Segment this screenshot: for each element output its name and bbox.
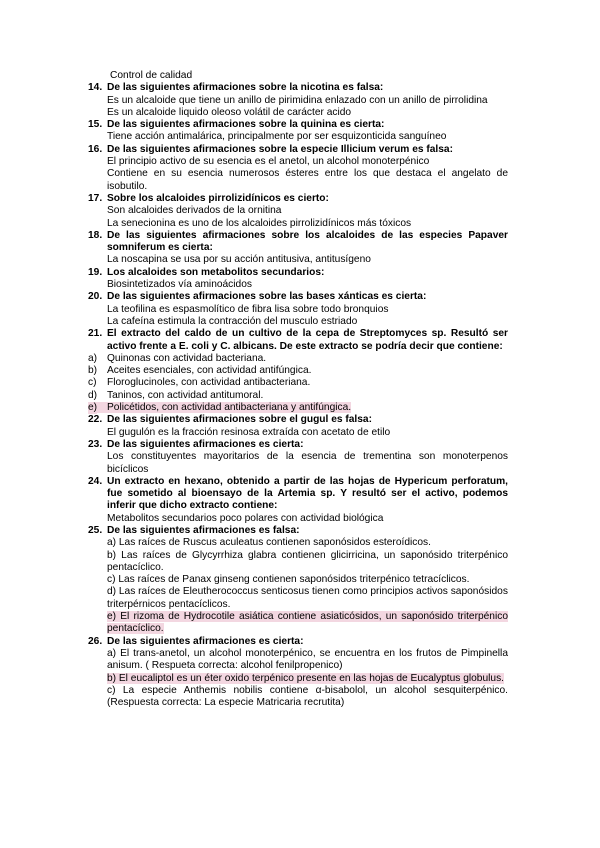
highlighted-answer: b) El eucaliptol es un éter oxido terpénico presente en las hojas de Eucalyptus globulus. [107, 672, 504, 684]
document-page [0, 70, 600, 709]
answer-line: Son alcaloides derivados de la ornitina [107, 205, 282, 217]
answer-line: El gugulón es la fracción resinosa extraída con acetato de etilo [107, 426, 391, 438]
answer-line: c) Las raíces de Panax ginseng contienen saponósidos triterpénico tetracíclicos. [107, 574, 470, 586]
answer-line: El principio activo de su esencia es el anetol, un alcohol monoterpénico [107, 156, 430, 168]
answer-line: La cafeína estimula la contracción del musculo estriado [107, 315, 358, 327]
option-a: a) Quinonas con actividad bacteriana. [88, 352, 267, 364]
question-17: 17. Sobre los alcaloides pirrolizidínicos es cierto: [88, 192, 329, 204]
question-24: 24. Un extracto en hexano, obtenido a partir de las hojas de Hypericum perforatum, fue sometido al bioensayo de la Artemia sp. Y resultó ser el activo, podemos inferir que dicho extracto contiene: [88, 475, 508, 512]
answer-line: Es un alcaloide liquido oleoso volátil de carácter acido [107, 106, 352, 118]
question-16: 16. De las siguientes afirmaciones sobre la especie Illicium verum es falsa: [88, 143, 453, 155]
option-c: c) Floroglucinoles, con actividad antibacteriana. [88, 377, 311, 389]
highlighted-answer: e) El rizoma de Hydrocotile asiática contiene asiaticósidos, un saponósido triterpénico pentacíclico. [107, 611, 508, 635]
answer-line: La teofilina es espasmolítico de fibra lisa sobre todo bronquios [107, 303, 389, 315]
answer-line: a) Las raíces de Ruscus aculeatus contienen saponósidos esteroídicos. [107, 537, 431, 549]
answer-line: Metabolitos secundarios poco polares con actividad biológica [107, 512, 384, 524]
answer-line: Los constituyentes mayoritarios de la esencia de trementina son monoterpenos bicíclicos [107, 451, 508, 475]
answer-line: Contiene en su esencia numerosos ésteres entre los que destaca el angelato de isobutilo. [107, 168, 508, 192]
option-e-highlighted: e) Policétidos, con actividad antibacteriana y antifúngica. [88, 402, 352, 414]
answer-line: b) Las raíces de Glycyrrhiza glabra contienen glicirricina, un saponósido triterpénico pentacíclico. [107, 549, 508, 573]
answer-line: La senecionina es uno de los alcaloides pirrolizidínicos más tóxicos [107, 217, 412, 229]
answer-line: Es un alcaloide que tiene un anillo de pirimidina enlazado con un anillo de pirrolidina [107, 94, 488, 106]
section-heading: Control de calidad [110, 70, 193, 81]
question-22: 22. De las siguientes afirmaciones sobre el gugul es falsa: [88, 414, 372, 426]
answer-line: a) El trans-anetol, un alcohol monoterpénico, se encuentra en los frutos de Pimpinella anisum. ( Respueta correcta: alcohol fenilpropenico) [107, 647, 508, 672]
question-15: 15. De las siguientes afirmaciones sobre la quinina es cierta: [88, 119, 385, 131]
question-14: 14. De las siguientes afirmaciones sobre la nicotina es falsa: [88, 82, 384, 94]
question-26: 26. De las siguientes afirmaciones es cierta: [88, 635, 304, 647]
question-20: 20. De las siguientes afirmaciones sobre las bases xánticas es cierta: [88, 291, 427, 303]
answer-line: La noscapina se usa por su acción antitusiva, antitusígeno [107, 254, 371, 266]
question-18: 18. De las siguientes afirmaciones sobre los alcaloides de las especies Papaver somniferum es cierta: [88, 229, 508, 254]
question-21: 21. El extracto del caldo de un cultivo de la cepa de Streptomyces sp. Resultó ser activo frente a E. coli y C. albicans. De este extracto se podría decir que contiene: [88, 328, 508, 352]
answer-line: Tiene acción antimalárica, principalmente por ser esquizonticida sanguíneo [107, 131, 447, 143]
question-23: 23. De las siguientes afirmaciones es cierta: [88, 438, 304, 450]
answer-line: c) La especie Anthemis nobilis contiene α-bisabolol, un alcohol sesquiterpénico. (Respuesta correcta: La especie Matricaria recrutita) [107, 684, 508, 709]
option-b: b) Aceites esenciales, con actividad antifúngica. [88, 365, 312, 377]
question-19: 19. Los alcaloides son metabolitos secundarios: [88, 266, 325, 278]
answer-line: triterpérnicos pentacíclicos. [107, 598, 231, 610]
option-d: d) Taninos, con actividad antitumoral. [88, 389, 264, 401]
answer-line: Biosintetizados vía aminoácidos [107, 279, 252, 291]
question-25: 25. De las siguientes afirmaciones es falsa: [88, 524, 300, 536]
answer-line: d) Las raíces de Eleutherococcus senticosus tienen como principios activos saponósidos [107, 586, 508, 598]
